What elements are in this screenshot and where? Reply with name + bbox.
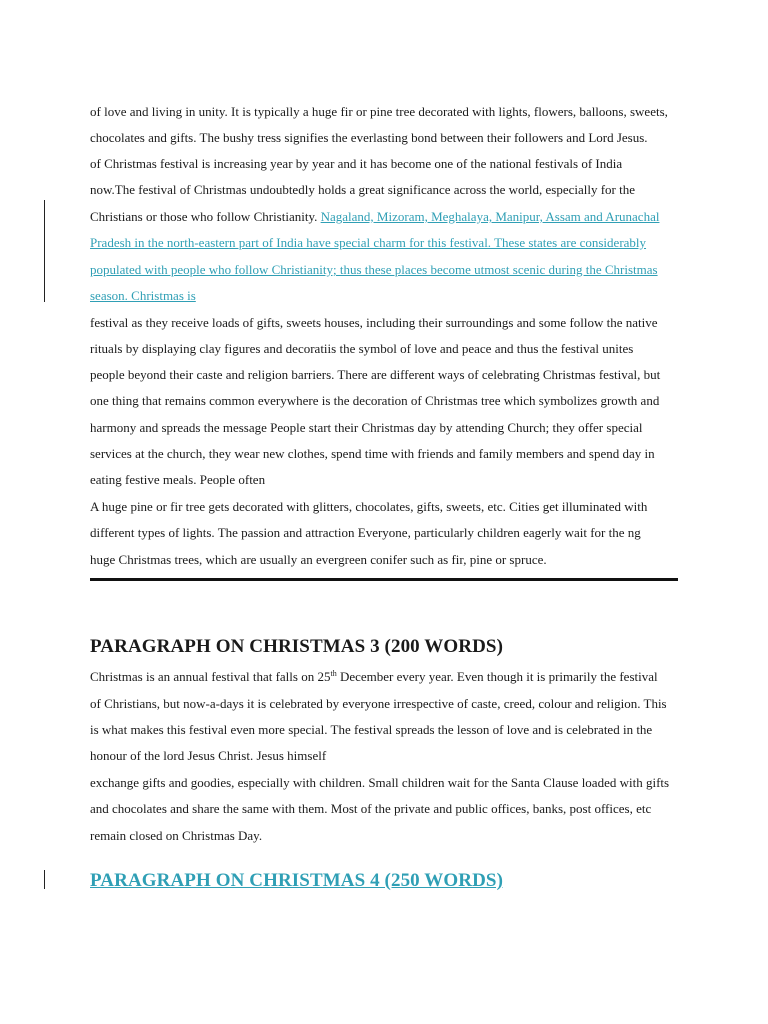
body-text-line: remain closed on Christmas Day.	[90, 828, 263, 843]
body-text-line: one thing that remains common everywhere is the decoration of Christmas tree which symbolizes growth and	[90, 393, 660, 408]
body-text-line: of Christians, but now-a-days it is celebrated by everyone irrespective of caste, creed, colour and religion. This	[90, 696, 667, 711]
body-text: Christians or those who follow Christianity.	[90, 209, 321, 224]
body-text-line: A huge pine or fir tree gets decorated with glitters, chocolates, gifts, sweets, etc. Cities get illuminated with	[90, 499, 648, 514]
revision-change-bar	[44, 200, 45, 302]
revision-change-bar	[44, 870, 45, 889]
horizontal-rule	[90, 578, 678, 581]
body-text: Christmas is an annual festival that falls on 25	[90, 669, 331, 684]
body-text-line: festival as they receive loads of gifts, sweets houses, including their surroundings and some follow the native	[90, 315, 658, 330]
body-text-line: eating festive meals. People often	[90, 472, 266, 487]
body-text-line	[90, 209, 690, 225]
section-heading-link[interactable]: PARAGRAPH ON CHRISTMAS 4 (250 WORDS)	[90, 870, 503, 891]
body-text-line: rituals by displaying clay figures and decoratiis the symbol of love and peace and thus the festival unites	[90, 341, 634, 356]
body-text-line: honour of the lord Jesus Christ. Jesus himself	[90, 748, 327, 763]
section-heading: PARAGRAPH ON CHRISTMAS 3 (200 WORDS)	[90, 636, 503, 657]
states-link[interactable]: Nagaland, Mizoram, Meghalaya, Manipur, Assam and Arunachal	[320, 209, 660, 224]
body-text-line: of love and living in unity. It is typically a huge fir or pine tree decorated with lights, flowers, balloons, sweets,	[90, 104, 668, 119]
superscript: th	[330, 669, 337, 678]
body-text-line: now.The festival of Christmas undoubtedly holds a great significance across the world, especially for the	[90, 182, 636, 197]
body-text-line: people beyond their caste and religion barriers. There are different ways of celebrating Christmas festival, but	[90, 367, 661, 382]
body-text-line: exchange gifts and goodies, especially with children. Small children wait for the Santa Clause loaded with gifts	[90, 775, 670, 790]
body-text-line: harmony and spreads the message People start their Christmas day by attending Church; they offer special	[90, 420, 643, 435]
body-text-line: different types of lights. The passion and attraction Everyone, particularly children eagerly wait for the ng	[90, 525, 641, 540]
body-text: December every year. Even though it is primarily the festival	[336, 669, 658, 684]
body-text-line: and chocolates and share the same with them. Most of the private and public offices, banks, post offices, etc	[90, 801, 652, 816]
body-text-line	[90, 669, 690, 685]
body-text-line: huge Christmas trees, which are usually an evergreen conifer such as fir, pine or spruce.	[90, 552, 547, 567]
body-text-line: of Christmas festival is increasing year by year and it has become one of the national festivals of India	[90, 156, 623, 171]
body-text-line: chocolates and gifts. The bushy tress signifies the everlasting bond between their followers and Lord Jesus.	[90, 130, 648, 145]
states-link[interactable]: populated with people who follow Christianity; thus these places become utmost scenic during the Christmas	[90, 262, 658, 277]
states-link[interactable]: Pradesh in the north-eastern part of India have special charm for this festival. These states are considerably	[90, 235, 647, 250]
body-text-line: is what makes this festival even more special. The festival spreads the lesson of love and is celebrated in the	[90, 722, 653, 737]
body-text-line: services at the church, they wear new clothes, spend time with friends and family members and spend day in	[90, 446, 655, 461]
states-link[interactable]: season. Christmas is	[90, 288, 196, 303]
